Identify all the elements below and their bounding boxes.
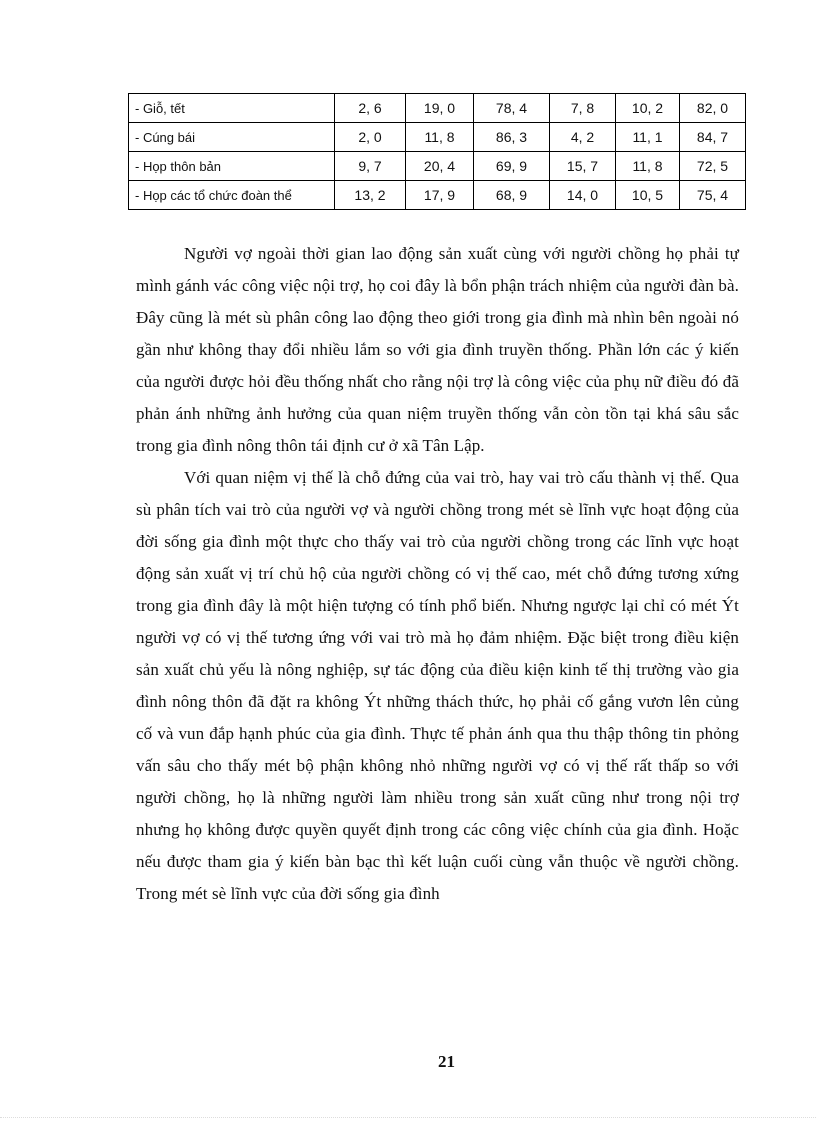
table-cell: 14, 0 bbox=[550, 181, 616, 210]
table-row bbox=[129, 181, 746, 210]
table-row bbox=[129, 152, 746, 181]
body-text bbox=[136, 238, 739, 910]
table-cell: 82, 0 bbox=[680, 94, 746, 123]
paragraph: Với quan niệm vị thế là chỗ đứng của vai trò, hay vai trò cấu thành vị thế. Qua sù phân tích vai trò của người vợ và người chồng trong mét sè lĩnh vực hoạt động của đời sống gia đình một thực cho thấy vai trò của người chồng trong các lĩnh vực hoạt động sản xuất vị trí chủ hộ của người chồng có vị thế cao, mét chỗ đứng tương xứng trong gia đình đây là một hiện tượng có tính phổ biến. Nhưng ngược lại chỉ có mét Ýt người vợ có vị thế tương ứng với vai trò mà họ đảm nhiệm. Đặc biệt trong điều kiện sản xuất chủ yếu là nông nghiệp, sự tác động của điều kiện kinh tế thị trường vào gia đình nông thôn đã đặt ra không Ýt những thách thức, họ phải cố gắng vươn lên củng cố và vun đắp hạnh phúc của gia đình. Thực tế phản ánh qua thu thập thông tin phỏng vấn sâu cho thấy mét bộ phận không nhỏ những người vợ có vị thế rất thấp so với người chồng, họ là những người làm nhiều trong sản xuất cũng như trong nội trợ nhưng họ không được quyền quyết định trong các công việc chính của gia đình. Hoặc nếu được tham gia ý kiến bàn bạc thì kết luận cuối cùng vẫn thuộc về người chồng. Trong mét sè lĩnh vực của đời sống gia đình bbox=[136, 468, 739, 903]
table-cell: 72, 5 bbox=[680, 152, 746, 181]
page-number: 21 bbox=[438, 1052, 455, 1071]
row-label: - Họp các tổ chức đoàn thể bbox=[129, 181, 335, 210]
table-cell: 2, 0 bbox=[335, 123, 406, 152]
table-cell: 4, 2 bbox=[550, 123, 616, 152]
table-cell: 19, 0 bbox=[406, 94, 474, 123]
table-cell: 13, 2 bbox=[335, 181, 406, 210]
row-label: - Họp thôn bản bbox=[129, 152, 335, 181]
table-row bbox=[129, 94, 746, 123]
table-cell: 9, 7 bbox=[335, 152, 406, 181]
table-row bbox=[129, 123, 746, 152]
table-cell: 11, 8 bbox=[406, 123, 474, 152]
paragraph: Người vợ ngoài thời gian lao động sản xuất cùng với người chồng họ phải tự mình gánh vác công việc nội trợ, họ coi đây là bổn phận trách nhiệm của người đàn bà. Đây cũng là mét sù phân công lao động theo giới trong gia đình mà nhìn bên ngoài nó gần như không thay đổi nhiều lắm so với gia đình truyền thống. Phần lớn các ý kiến của người được hỏi đều thống nhất cho rằng nội trợ là công việc của phụ nữ điều đó đã phản ánh những ảnh hưởng của quan niệm truyền thống vẫn còn tồn tại khá sâu sắc trong gia đình nông thôn tái định cư ở xã Tân Lập. bbox=[136, 244, 739, 455]
table-cell: 78, 4 bbox=[474, 94, 550, 123]
row-label: - Giỗ, tết bbox=[129, 94, 335, 123]
table-cell: 10, 2 bbox=[616, 94, 680, 123]
table-cell: 20, 4 bbox=[406, 152, 474, 181]
table-cell: 84, 7 bbox=[680, 123, 746, 152]
data-table bbox=[128, 93, 746, 210]
table-cell: 68, 9 bbox=[474, 181, 550, 210]
table-cell: 17, 9 bbox=[406, 181, 474, 210]
table-cell: 15, 7 bbox=[550, 152, 616, 181]
table-cell: 86, 3 bbox=[474, 123, 550, 152]
table-cell: 2, 6 bbox=[335, 94, 406, 123]
data-table-container bbox=[128, 93, 745, 210]
table-cell: 69, 9 bbox=[474, 152, 550, 181]
page-divider bbox=[0, 1117, 816, 1118]
row-label: - Cúng bái bbox=[129, 123, 335, 152]
table-cell: 11, 1 bbox=[616, 123, 680, 152]
table-cell: 7, 8 bbox=[550, 94, 616, 123]
table-cell: 10, 5 bbox=[616, 181, 680, 210]
table-cell: 11, 8 bbox=[616, 152, 680, 181]
table-cell: 75, 4 bbox=[680, 181, 746, 210]
